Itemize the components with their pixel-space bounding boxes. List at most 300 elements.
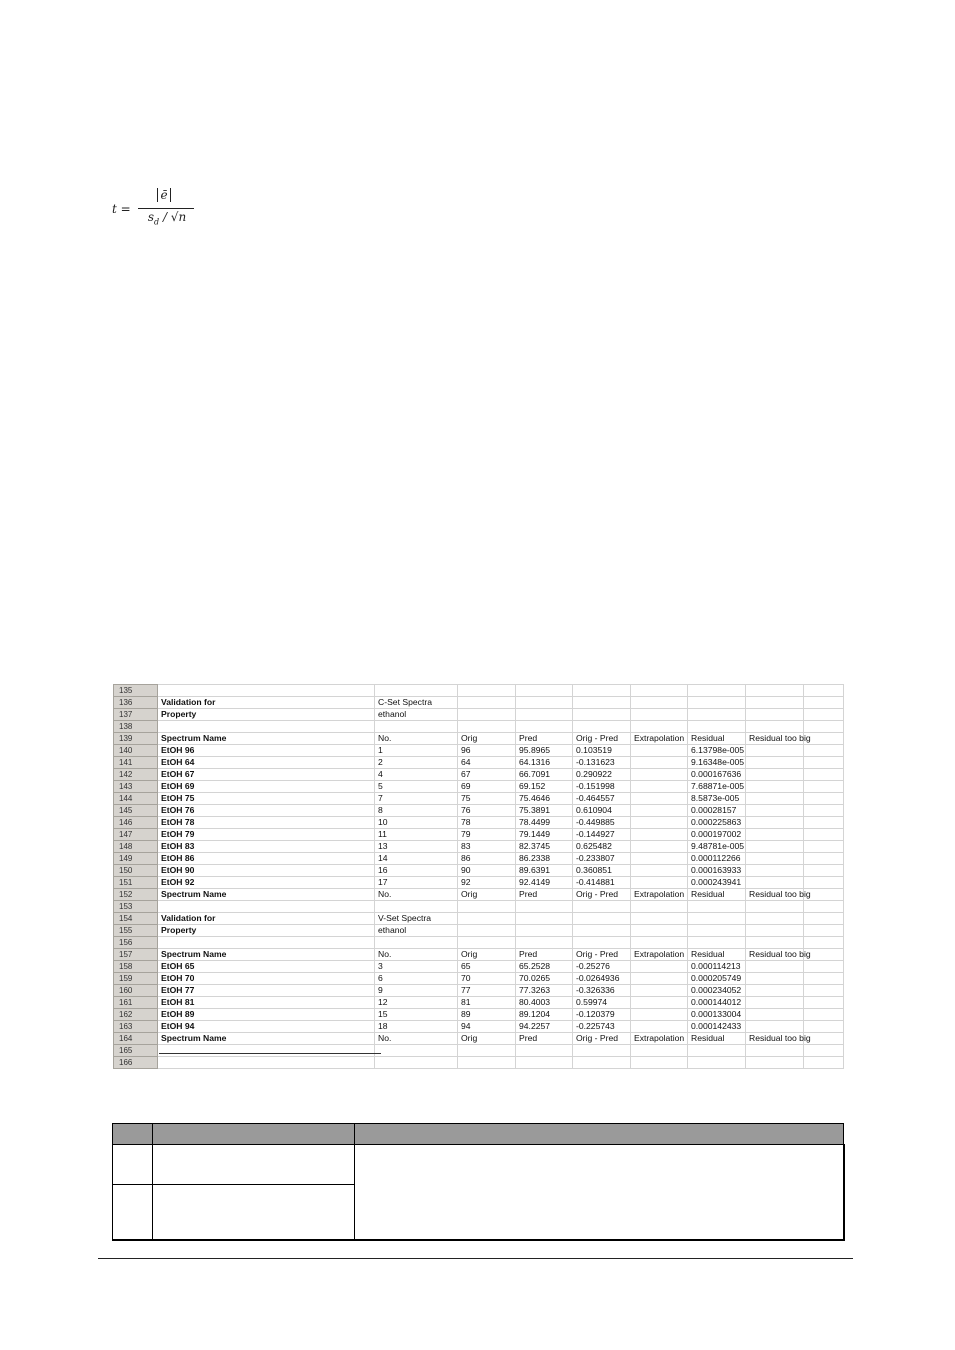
row-header[interactable]: 141 [114, 757, 158, 769]
sheet-cell[interactable]: 70 [458, 973, 516, 985]
sheet-cell[interactable] [746, 1057, 804, 1069]
sheet-cell[interactable]: Orig [458, 733, 516, 745]
row-header[interactable]: 162 [114, 1009, 158, 1021]
sheet-cell[interactable] [688, 1057, 746, 1069]
sheet-cell[interactable] [573, 1045, 631, 1057]
sheet-cell[interactable]: -0.25276 [573, 961, 631, 973]
sheet-cell[interactable] [458, 685, 516, 697]
sheet-cell[interactable]: 69 [458, 781, 516, 793]
sheet-cell[interactable]: 6 [375, 973, 458, 985]
sheet-cell[interactable]: 10 [375, 817, 458, 829]
row-header[interactable]: 163 [114, 1021, 158, 1033]
sheet-cell[interactable]: Spectrum Name [158, 949, 375, 961]
sheet-cell[interactable]: 16 [375, 865, 458, 877]
sheet-cell[interactable]: 0.625482 [573, 841, 631, 853]
sheet-cell[interactable]: Residual [688, 949, 746, 961]
sheet-cell[interactable]: 14 [375, 853, 458, 865]
sheet-cell[interactable]: 64 [458, 757, 516, 769]
sheet-cell[interactable] [631, 781, 688, 793]
sheet-cell[interactable]: 95.8965 [516, 745, 573, 757]
sheet-cell[interactable] [746, 877, 804, 889]
sheet-cell[interactable]: 76 [458, 805, 516, 817]
sheet-cell[interactable]: EtOH 78 [158, 817, 375, 829]
sheet-cell[interactable] [631, 1045, 688, 1057]
row-header[interactable]: 151 [114, 877, 158, 889]
sheet-cell[interactable] [746, 1045, 804, 1057]
sheet-cell[interactable]: 92.4149 [516, 877, 573, 889]
sheet-cell[interactable] [458, 925, 516, 937]
sheet-cell[interactable] [516, 937, 573, 949]
sheet-cell[interactable]: 9.16348e-005 [688, 757, 746, 769]
sheet-cell[interactable]: 17 [375, 877, 458, 889]
sheet-cell[interactable] [746, 721, 804, 733]
sheet-cell[interactable]: 75.4646 [516, 793, 573, 805]
sheet-cell[interactable] [516, 1045, 573, 1057]
row-header[interactable]: 161 [114, 997, 158, 1009]
row-header[interactable]: 140 [114, 745, 158, 757]
sheet-cell[interactable] [746, 925, 804, 937]
sheet-cell[interactable]: EtOH 83 [158, 841, 375, 853]
sheet-cell[interactable]: 15 [375, 1009, 458, 1021]
sheet-cell[interactable]: 77 [458, 985, 516, 997]
sheet-cell[interactable] [804, 1057, 844, 1069]
sheet-cell[interactable]: 75.3891 [516, 805, 573, 817]
row-header[interactable]: 143 [114, 781, 158, 793]
sheet-cell[interactable]: 77.3263 [516, 985, 573, 997]
sheet-cell[interactable] [746, 829, 804, 841]
sheet-cell[interactable] [804, 745, 844, 757]
sheet-cell[interactable]: 96 [458, 745, 516, 757]
sheet-cell[interactable] [516, 925, 573, 937]
sheet-cell[interactable] [158, 937, 375, 949]
sheet-cell[interactable]: 0.000112266 [688, 853, 746, 865]
sheet-cell[interactable] [746, 901, 804, 913]
sheet-cell[interactable]: Validation for [158, 697, 375, 709]
sheet-cell[interactable]: 11 [375, 829, 458, 841]
sheet-cell[interactable]: -0.131623 [573, 757, 631, 769]
sheet-cell[interactable]: 0.000144012 [688, 997, 746, 1009]
sheet-cell[interactable]: 0.360851 [573, 865, 631, 877]
sheet-cell[interactable]: 18 [375, 1021, 458, 1033]
sheet-cell[interactable]: EtOH 79 [158, 829, 375, 841]
sheet-cell[interactable]: Orig [458, 1033, 516, 1045]
sheet-cell[interactable]: Orig [458, 889, 516, 901]
sheet-cell[interactable]: 0.00028157 [688, 805, 746, 817]
sheet-cell[interactable] [746, 757, 804, 769]
sheet-cell[interactable] [804, 769, 844, 781]
sheet-cell[interactable]: 0.59974 [573, 997, 631, 1009]
sheet-cell[interactable]: -0.0264936 [573, 973, 631, 985]
sheet-cell[interactable] [631, 745, 688, 757]
sheet-cell[interactable] [516, 721, 573, 733]
sheet-cell[interactable] [158, 1045, 375, 1057]
sheet-cell[interactable] [746, 781, 804, 793]
sheet-cell[interactable]: 94.2257 [516, 1021, 573, 1033]
sheet-cell[interactable]: 66.7091 [516, 769, 573, 781]
sheet-cell[interactable]: Property [158, 925, 375, 937]
sheet-cell[interactable]: ethanol [375, 709, 458, 721]
sheet-cell[interactable]: Residual too big [746, 733, 804, 745]
sheet-cell[interactable]: Orig - Pred [573, 1033, 631, 1045]
sheet-cell[interactable]: 70.0265 [516, 973, 573, 985]
sheet-cell[interactable] [158, 901, 375, 913]
sheet-cell[interactable] [631, 1021, 688, 1033]
row-header[interactable]: 145 [114, 805, 158, 817]
sheet-cell[interactable] [746, 973, 804, 985]
sheet-cell[interactable] [688, 697, 746, 709]
row-header[interactable]: 138 [114, 721, 158, 733]
sheet-cell[interactable]: EtOH 75 [158, 793, 375, 805]
row-header[interactable]: 144 [114, 793, 158, 805]
sheet-cell[interactable]: 7.68871e-005 [688, 781, 746, 793]
sheet-cell[interactable] [631, 937, 688, 949]
sheet-cell[interactable] [631, 865, 688, 877]
sheet-cell[interactable]: Orig - Pred [573, 889, 631, 901]
sheet-cell[interactable] [458, 1045, 516, 1057]
sheet-cell[interactable]: Property [158, 709, 375, 721]
sheet-cell[interactable]: -0.151998 [573, 781, 631, 793]
sheet-cell[interactable] [746, 745, 804, 757]
sheet-cell[interactable] [158, 721, 375, 733]
sheet-cell[interactable]: 9.48781e-005 [688, 841, 746, 853]
sheet-cell[interactable] [158, 685, 375, 697]
sheet-cell[interactable]: 83 [458, 841, 516, 853]
sheet-cell[interactable] [804, 913, 844, 925]
sheet-cell[interactable] [516, 709, 573, 721]
row-header[interactable]: 160 [114, 985, 158, 997]
sheet-cell[interactable]: Pred [516, 889, 573, 901]
sheet-cell[interactable]: 3 [375, 961, 458, 973]
sheet-cell[interactable] [458, 709, 516, 721]
sheet-cell[interactable]: 2 [375, 757, 458, 769]
sheet-cell[interactable] [804, 997, 844, 1009]
sheet-cell[interactable]: Spectrum Name [158, 889, 375, 901]
sheet-cell[interactable] [631, 697, 688, 709]
row-header[interactable]: 142 [114, 769, 158, 781]
sheet-cell[interactable]: EtOH 69 [158, 781, 375, 793]
sheet-cell[interactable]: EtOH 64 [158, 757, 375, 769]
sheet-cell[interactable] [573, 925, 631, 937]
sheet-cell[interactable]: 92 [458, 877, 516, 889]
sheet-cell[interactable] [573, 901, 631, 913]
sheet-cell[interactable]: EtOH 65 [158, 961, 375, 973]
sheet-cell[interactable]: 82.3745 [516, 841, 573, 853]
row-header[interactable]: 150 [114, 865, 158, 877]
row-header[interactable]: 157 [114, 949, 158, 961]
sheet-cell[interactable] [804, 697, 844, 709]
row-header[interactable]: 153 [114, 901, 158, 913]
sheet-cell[interactable]: 65 [458, 961, 516, 973]
sheet-cell[interactable]: 94 [458, 1021, 516, 1033]
sheet-cell[interactable]: 0.103519 [573, 745, 631, 757]
sheet-cell[interactable]: 89 [458, 1009, 516, 1021]
row-header[interactable]: 166 [114, 1057, 158, 1069]
row-header[interactable]: 165 [114, 1045, 158, 1057]
sheet-cell[interactable]: -0.120379 [573, 1009, 631, 1021]
sheet-cell[interactable]: Orig [458, 949, 516, 961]
sheet-cell[interactable] [516, 901, 573, 913]
sheet-cell[interactable]: EtOH 77 [158, 985, 375, 997]
sheet-cell[interactable]: -0.144927 [573, 829, 631, 841]
sheet-cell[interactable] [746, 841, 804, 853]
row-header[interactable]: 146 [114, 817, 158, 829]
sheet-cell[interactable]: EtOH 70 [158, 973, 375, 985]
sheet-cell[interactable] [688, 721, 746, 733]
sheet-cell[interactable]: 78.4499 [516, 817, 573, 829]
row-header[interactable]: 136 [114, 697, 158, 709]
sheet-cell[interactable] [631, 829, 688, 841]
sheet-cell[interactable]: 79 [458, 829, 516, 841]
sheet-cell[interactable]: Extrapolation [631, 1033, 688, 1045]
sheet-cell[interactable] [573, 721, 631, 733]
row-header[interactable]: 155 [114, 925, 158, 937]
sheet-cell[interactable]: 0.000167636 [688, 769, 746, 781]
row-header[interactable]: 152 [114, 889, 158, 901]
sheet-cell[interactable] [458, 697, 516, 709]
sheet-cell[interactable]: 0.000142433 [688, 1021, 746, 1033]
sheet-cell[interactable] [688, 901, 746, 913]
sheet-cell[interactable]: 4 [375, 769, 458, 781]
sheet-cell[interactable] [631, 1057, 688, 1069]
sheet-cell[interactable]: 13 [375, 841, 458, 853]
sheet-cell[interactable]: Extrapolation [631, 949, 688, 961]
sheet-cell[interactable] [688, 685, 746, 697]
sheet-cell[interactable] [804, 985, 844, 997]
sheet-cell[interactable]: 89.1204 [516, 1009, 573, 1021]
sheet-cell[interactable] [746, 685, 804, 697]
sheet-cell[interactable] [804, 685, 844, 697]
sheet-cell[interactable]: 0.000205749 [688, 973, 746, 985]
sheet-cell[interactable]: 75 [458, 793, 516, 805]
sheet-cell[interactable] [631, 769, 688, 781]
row-header[interactable]: 139 [114, 733, 158, 745]
sheet-cell[interactable]: EtOH 67 [158, 769, 375, 781]
sheet-cell[interactable] [631, 925, 688, 937]
sheet-cell[interactable]: Residual too big [746, 949, 804, 961]
sheet-cell[interactable]: 89.6391 [516, 865, 573, 877]
sheet-cell[interactable] [746, 697, 804, 709]
sheet-cell[interactable] [804, 841, 844, 853]
sheet-cell[interactable] [746, 961, 804, 973]
sheet-cell[interactable] [458, 913, 516, 925]
sheet-cell[interactable]: 8.5873e-005 [688, 793, 746, 805]
sheet-cell[interactable]: 86 [458, 853, 516, 865]
sheet-cell[interactable]: Pred [516, 733, 573, 745]
sheet-cell[interactable] [804, 781, 844, 793]
sheet-cell[interactable] [804, 1009, 844, 1021]
sheet-cell[interactable] [804, 709, 844, 721]
sheet-cell[interactable] [631, 1009, 688, 1021]
sheet-cell[interactable]: 9 [375, 985, 458, 997]
sheet-cell[interactable]: 80.4003 [516, 997, 573, 1009]
sheet-cell[interactable]: 0.000234052 [688, 985, 746, 997]
sheet-cell[interactable]: 7 [375, 793, 458, 805]
sheet-cell[interactable]: EtOH 90 [158, 865, 375, 877]
sheet-cell[interactable] [804, 805, 844, 817]
row-header[interactable]: 137 [114, 709, 158, 721]
row-header[interactable]: 154 [114, 913, 158, 925]
sheet-cell[interactable] [375, 937, 458, 949]
sheet-cell[interactable]: 0.000163933 [688, 865, 746, 877]
sheet-cell[interactable]: 69.152 [516, 781, 573, 793]
sheet-cell[interactable]: -0.233807 [573, 853, 631, 865]
sheet-cell[interactable] [631, 685, 688, 697]
sheet-cell[interactable] [804, 901, 844, 913]
sheet-cell[interactable] [804, 793, 844, 805]
sheet-cell[interactable]: 81 [458, 997, 516, 1009]
sheet-cell[interactable]: -0.326336 [573, 985, 631, 997]
sheet-cell[interactable] [516, 1057, 573, 1069]
sheet-cell[interactable] [516, 697, 573, 709]
sheet-cell[interactable] [375, 901, 458, 913]
sheet-cell[interactable] [631, 985, 688, 997]
sheet-cell[interactable] [375, 1057, 458, 1069]
sheet-cell[interactable] [804, 829, 844, 841]
sheet-cell[interactable]: EtOH 86 [158, 853, 375, 865]
sheet-cell[interactable] [746, 853, 804, 865]
sheet-cell[interactable] [573, 913, 631, 925]
sheet-cell[interactable] [573, 1057, 631, 1069]
sheet-cell[interactable]: 0.000197002 [688, 829, 746, 841]
sheet-cell[interactable] [746, 793, 804, 805]
sheet-cell[interactable]: No. [375, 1033, 458, 1045]
sheet-cell[interactable] [631, 913, 688, 925]
sheet-cell[interactable]: 0.000133004 [688, 1009, 746, 1021]
sheet-cell[interactable]: No. [375, 949, 458, 961]
sheet-cell[interactable]: Residual too big [746, 889, 804, 901]
sheet-cell[interactable] [804, 973, 844, 985]
sheet-cell[interactable]: 0.000114213 [688, 961, 746, 973]
sheet-cell[interactable] [688, 709, 746, 721]
sheet-cell[interactable] [804, 817, 844, 829]
sheet-cell[interactable] [516, 685, 573, 697]
sheet-cell[interactable]: EtOH 92 [158, 877, 375, 889]
sheet-cell[interactable] [746, 817, 804, 829]
row-header[interactable]: 156 [114, 937, 158, 949]
sheet-cell[interactable] [804, 721, 844, 733]
sheet-cell[interactable] [804, 1045, 844, 1057]
sheet-cell[interactable] [688, 925, 746, 937]
sheet-cell[interactable] [458, 721, 516, 733]
sheet-cell[interactable]: Orig - Pred [573, 733, 631, 745]
sheet-cell[interactable]: EtOH 81 [158, 997, 375, 1009]
sheet-cell[interactable]: Orig - Pred [573, 949, 631, 961]
sheet-cell[interactable]: -0.225743 [573, 1021, 631, 1033]
sheet-cell[interactable] [375, 1045, 458, 1057]
sheet-cell[interactable]: Extrapolation [631, 889, 688, 901]
sheet-cell[interactable]: -0.414881 [573, 877, 631, 889]
sheet-cell[interactable]: Spectrum Name [158, 1033, 375, 1045]
sheet-cell[interactable]: 0.000225863 [688, 817, 746, 829]
sheet-cell[interactable] [573, 937, 631, 949]
sheet-cell[interactable] [631, 901, 688, 913]
sheet-cell[interactable] [631, 793, 688, 805]
sheet-cell[interactable] [746, 937, 804, 949]
sheet-cell[interactable]: 64.1316 [516, 757, 573, 769]
row-header[interactable]: 135 [114, 685, 158, 697]
sheet-cell[interactable]: No. [375, 889, 458, 901]
sheet-cell[interactable]: Residual too big [746, 1033, 804, 1045]
sheet-cell[interactable] [746, 997, 804, 1009]
sheet-cell[interactable] [804, 961, 844, 973]
sheet-cell[interactable]: 90 [458, 865, 516, 877]
sheet-cell[interactable]: Pred [516, 949, 573, 961]
sheet-cell[interactable] [516, 913, 573, 925]
sheet-cell[interactable] [804, 757, 844, 769]
row-header[interactable]: 164 [114, 1033, 158, 1045]
sheet-cell[interactable] [631, 805, 688, 817]
sheet-cell[interactable]: 0.290922 [573, 769, 631, 781]
sheet-cell[interactable]: 8 [375, 805, 458, 817]
sheet-cell[interactable]: EtOH 96 [158, 745, 375, 757]
sheet-cell[interactable] [573, 709, 631, 721]
sheet-cell[interactable]: EtOH 76 [158, 805, 375, 817]
sheet-cell[interactable]: 86.2338 [516, 853, 573, 865]
sheet-cell[interactable]: EtOH 94 [158, 1021, 375, 1033]
sheet-cell[interactable] [631, 877, 688, 889]
sheet-cell[interactable] [804, 853, 844, 865]
row-header[interactable]: 159 [114, 973, 158, 985]
sheet-cell[interactable] [804, 937, 844, 949]
sheet-cell[interactable] [631, 709, 688, 721]
sheet-cell[interactable]: 12 [375, 997, 458, 1009]
sheet-cell[interactable]: Validation for [158, 913, 375, 925]
sheet-cell[interactable] [631, 853, 688, 865]
sheet-cell[interactable]: Pred [516, 1033, 573, 1045]
sheet-cell[interactable] [631, 721, 688, 733]
row-header[interactable]: 148 [114, 841, 158, 853]
sheet-cell[interactable]: 65.2528 [516, 961, 573, 973]
sheet-cell[interactable] [375, 685, 458, 697]
sheet-cell[interactable] [688, 937, 746, 949]
sheet-cell[interactable] [573, 685, 631, 697]
sheet-cell[interactable] [804, 1021, 844, 1033]
sheet-cell[interactable] [458, 937, 516, 949]
sheet-cell[interactable] [746, 913, 804, 925]
sheet-cell[interactable]: -0.449885 [573, 817, 631, 829]
sheet-cell[interactable] [158, 1057, 375, 1069]
sheet-cell[interactable]: C-Set Spectra [375, 697, 458, 709]
sheet-cell[interactable]: Residual [688, 1033, 746, 1045]
sheet-cell[interactable]: 5 [375, 781, 458, 793]
row-header[interactable]: 158 [114, 961, 158, 973]
sheet-cell[interactable]: V-Set Spectra [375, 913, 458, 925]
sheet-cell[interactable] [631, 757, 688, 769]
sheet-cell[interactable]: 1 [375, 745, 458, 757]
row-header[interactable]: 147 [114, 829, 158, 841]
sheet-cell[interactable] [631, 961, 688, 973]
sheet-cell[interactable] [746, 805, 804, 817]
sheet-cell[interactable] [631, 817, 688, 829]
sheet-cell[interactable] [631, 997, 688, 1009]
sheet-cell[interactable] [746, 709, 804, 721]
sheet-cell[interactable] [746, 769, 804, 781]
sheet-cell[interactable] [631, 841, 688, 853]
sheet-cell[interactable] [573, 697, 631, 709]
row-header[interactable]: 149 [114, 853, 158, 865]
sheet-cell[interactable]: 79.1449 [516, 829, 573, 841]
sheet-cell[interactable] [688, 913, 746, 925]
sheet-cell[interactable] [746, 1021, 804, 1033]
sheet-cell[interactable] [746, 985, 804, 997]
sheet-cell[interactable] [804, 925, 844, 937]
sheet-cell[interactable] [375, 721, 458, 733]
sheet-cell[interactable]: 6.13798e-005 [688, 745, 746, 757]
sheet-cell[interactable] [688, 1045, 746, 1057]
sheet-cell[interactable]: 67 [458, 769, 516, 781]
sheet-cell[interactable] [458, 901, 516, 913]
sheet-cell[interactable] [746, 865, 804, 877]
